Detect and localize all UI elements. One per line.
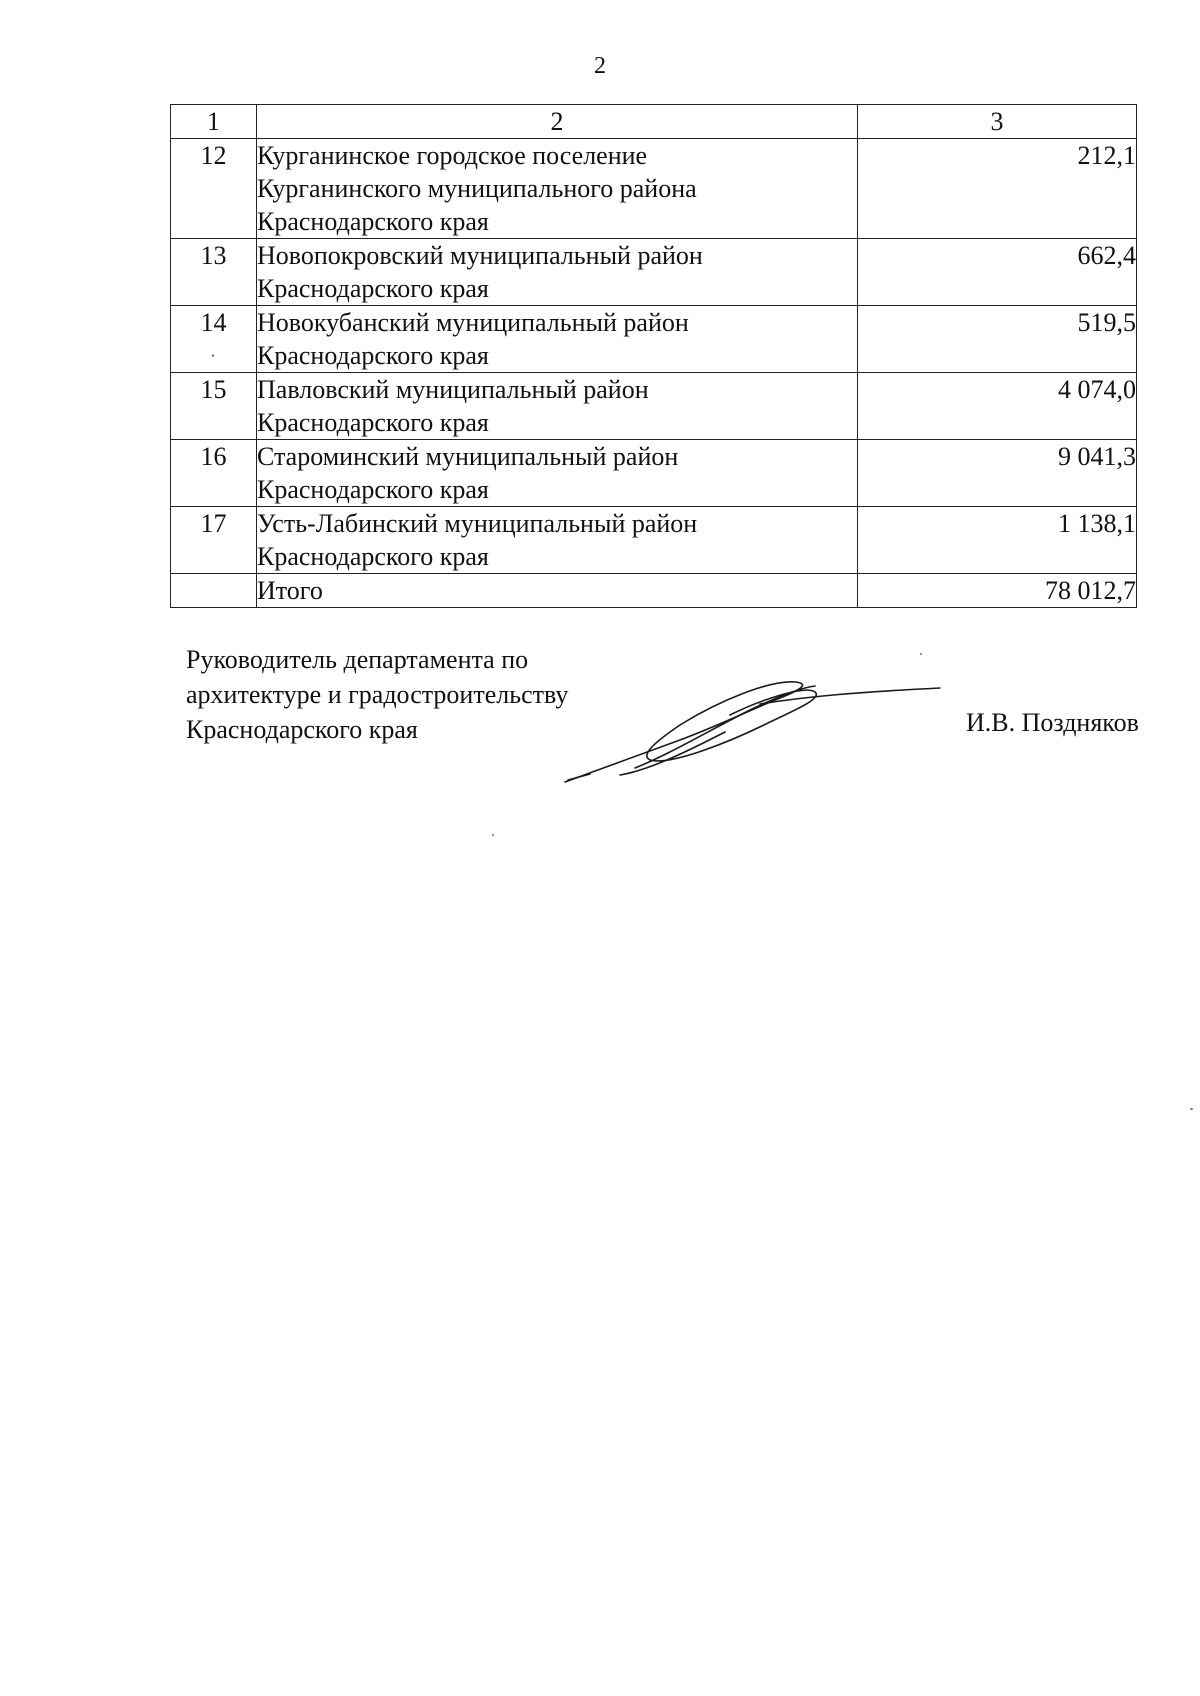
amount-value: 9 041,3 [858, 440, 1137, 507]
table-row [171, 507, 1137, 574]
municipality-name-line: Краснодарского края [257, 542, 489, 571]
amount-value: 662,4 [858, 239, 1137, 306]
page-number: 2 [594, 53, 606, 79]
table-row [171, 440, 1137, 507]
signer-name: И.В. Поздняков [966, 708, 1139, 737]
row-number: 12 [171, 139, 257, 239]
municipality-name-line: Староминский муниципальный район [257, 442, 679, 471]
row-number: 16 [171, 440, 257, 507]
row-number: 17 [171, 507, 257, 574]
row-number: 13 [171, 239, 257, 306]
table-row [171, 373, 1137, 440]
municipality-name-line: Краснодарского края [257, 408, 489, 437]
row-number: 14 [171, 306, 257, 373]
municipality-name [257, 373, 858, 440]
municipality-name [257, 507, 858, 574]
column-header: 1 [171, 105, 257, 139]
signatory-title-line: Краснодарского края [186, 715, 418, 744]
column-header: 3 [858, 105, 1137, 139]
total-empty-cell [171, 574, 257, 608]
table-header-row [171, 105, 1137, 139]
scan-speck [492, 834, 494, 836]
signatory-title-line: архитектуре и градостроительству [186, 680, 569, 709]
amount-value: 519,5 [858, 306, 1137, 373]
municipality-name-line: Новопокровский муниципальный район [257, 241, 703, 270]
municipality-name [257, 239, 858, 306]
total-label: Итого [257, 574, 858, 608]
municipality-name-line: Курганинского муниципального района [257, 174, 697, 203]
signatory-title [186, 642, 568, 747]
column-header: 2 [257, 105, 858, 139]
municipality-name-line: Краснодарского края [257, 274, 489, 303]
municipality-name-line: Курганинское городское поселение [257, 141, 648, 170]
municipality-name-line: Краснодарского края [257, 475, 489, 504]
table-row [171, 139, 1137, 239]
handwritten-signature [560, 670, 960, 790]
municipality-name-line: Краснодарского края [257, 341, 489, 370]
municipality-name-line: Усть-Лабинский муниципальный район [257, 509, 698, 538]
table-row [171, 306, 1137, 373]
total-row [171, 574, 1137, 608]
data-table [170, 104, 1137, 608]
row-number: 15 [171, 373, 257, 440]
amount-value: 4 074,0 [858, 373, 1137, 440]
scan-speck [212, 354, 214, 357]
scan-speck [1190, 1108, 1193, 1110]
amount-value: 212,1 [858, 139, 1137, 239]
municipality-name [257, 139, 858, 239]
table-row [171, 239, 1137, 306]
municipality-name-line: Павловский муниципальный район [257, 375, 649, 404]
amount-value: 1 138,1 [858, 507, 1137, 574]
municipality-name [257, 440, 858, 507]
municipality-name-line: Новокубанский муниципальный район [257, 308, 689, 337]
municipality-name-line: Краснодарского края [257, 207, 489, 236]
municipality-name [257, 306, 858, 373]
scan-speck [920, 653, 922, 655]
signatory-title-line: Руководитель департамента по [186, 645, 529, 674]
total-value: 78 012,7 [858, 574, 1137, 608]
